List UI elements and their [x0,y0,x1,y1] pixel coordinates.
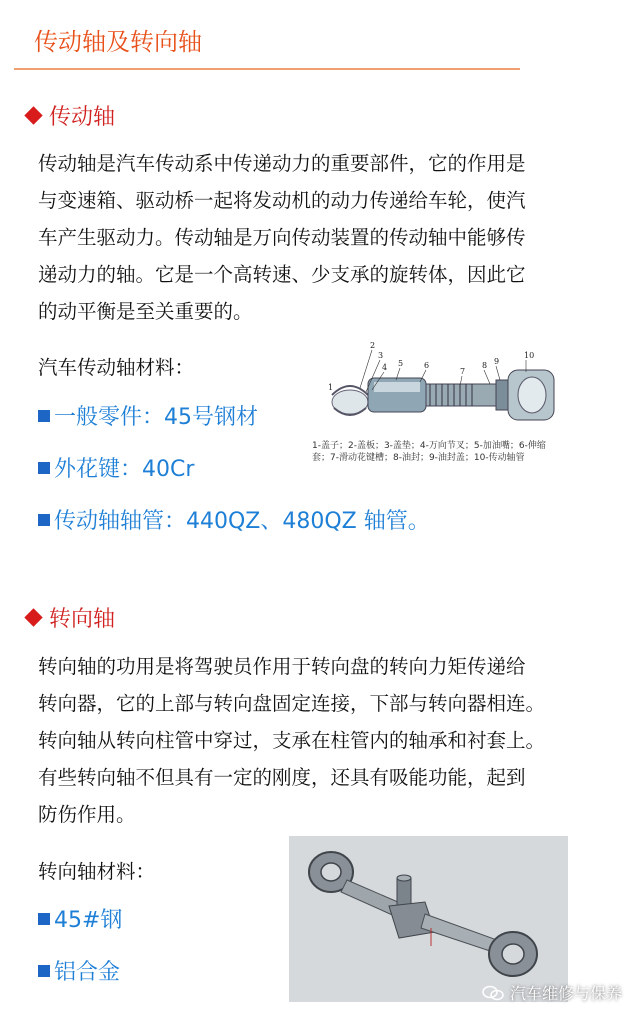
material-item [38,400,258,431]
part-number: 10 [524,351,535,360]
part-number: 4 [382,363,388,372]
part-number: 5 [398,359,404,368]
material-text: 一般零件：45号钢材 [54,405,258,430]
title-divider [14,68,520,70]
blue-square-icon [38,410,50,422]
part-number: 3 [378,351,384,360]
section-heading-label: 传动轴 [49,105,116,130]
material-item [38,955,120,986]
material-item [38,504,430,535]
paragraph-line: 传动轴是汽车传动系中传递动力的重要部件，它的作用是 [38,152,526,175]
drive-shaft-paragraph [38,145,526,330]
paragraph-line: 车产生驱动力。传动轴是万向传动装置的传动轴中能够传 [38,226,526,249]
blue-square-icon [38,913,50,925]
material-item [38,903,122,934]
steering-shaft-paragraph [38,648,545,833]
part-number: 9 [494,357,500,366]
section-heading-drive-shaft [22,100,115,131]
part-number: 6 [424,361,430,370]
paragraph-line: 转向器，它的上部与转向盘固定连接，下部与转向器相连。 [38,692,546,715]
paragraph-line: 防伤作用。 [38,803,136,826]
diagram-caption [312,440,552,464]
paragraph-line: 有些转向轴不但具有一定的刚度，还具有吸能功能，起到 [38,766,526,789]
material-text: 外花键：40Cr [54,457,195,482]
page-title: 传动轴及转向轴 [34,28,202,56]
material-text: 传动轴轴管：440QZ、480QZ 轴管。 [54,509,430,534]
section-heading-label: 转向轴 [49,607,116,632]
part-number: 8 [482,361,488,370]
paragraph-line: 转向轴的功用是将驾驶员作用于转向盘的转向力矩传递给 [38,655,526,678]
wechat-icon [482,985,504,1001]
part-number: 1 [328,383,334,392]
caption-line: 1-盖子；2-盖板；3-盖垫；4-万向节叉；5-加油嘴；6-伸缩 [312,441,546,451]
material-text: 铝合金 [54,960,121,985]
blue-square-icon [38,514,50,526]
paragraph-line: 与变速箱、驱动桥一起将发动机的动力传递给车轮，使汽 [38,189,526,212]
watermark-text: 汽车维修与保养 [509,984,622,1003]
steering-shaft-render [289,836,568,1002]
material-item [38,452,194,483]
watermark [482,981,622,1004]
red-diamond-icon [24,608,42,626]
material-text: 45#钢 [54,908,123,933]
paragraph-line: 转向轴从转向柱管中穿过，支承在柱管内的轴承和衬套上。 [38,729,546,752]
steering-shaft-material-label: 转向轴材料： [38,860,156,883]
part-number: 2 [370,341,376,350]
caption-line: 套；7-滑动花键槽；8-油封；9-油封盖；10-传动轴管 [312,453,525,463]
drive-shaft-material-label: 汽车传动轴材料： [38,356,195,379]
blue-square-icon [38,462,50,474]
section-heading-steering-shaft [22,602,115,633]
paragraph-line: 递动力的轴。它是一个高转速、少支承的旋转体，因此它 [38,263,526,286]
blue-square-icon [38,965,50,977]
red-diamond-icon [24,106,42,124]
part-number: 7 [460,367,466,376]
paragraph-line: 的动平衡是至关重要的。 [38,300,253,323]
